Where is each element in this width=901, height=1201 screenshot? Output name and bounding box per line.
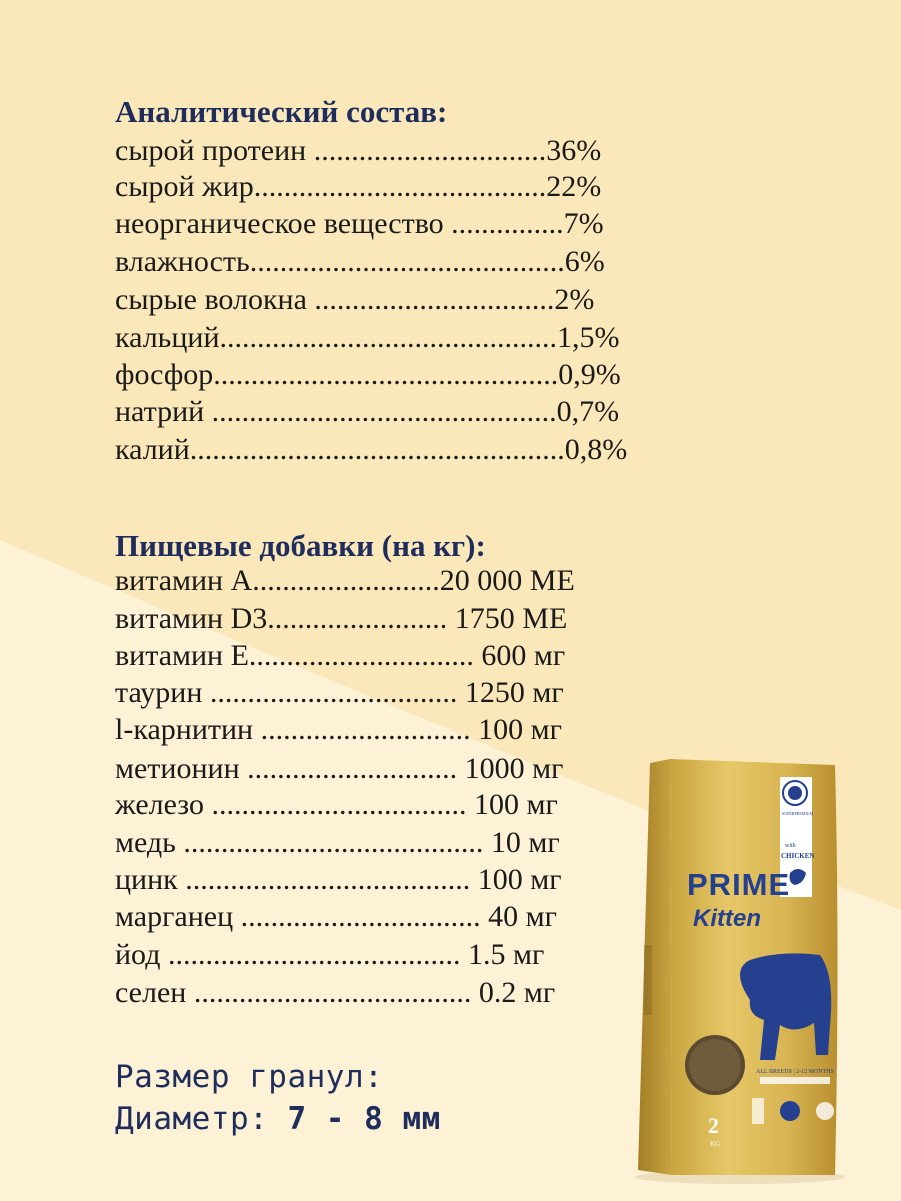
- diameter-label: Диаметр:: [115, 1101, 288, 1137]
- package-flavor: CHICKEN: [781, 852, 815, 860]
- analytical-line: неорганическое вещество ...............7%: [115, 207, 604, 240]
- package-breeds: ALL BREEDS | 2-12 MONTHS: [756, 1069, 834, 1075]
- package-product: Kitten: [693, 905, 761, 932]
- granule-diameter: [115, 1100, 441, 1138]
- diameter-value: 7 - 8 мм: [287, 1101, 441, 1137]
- package-badge: SUPERPREMIUM: [782, 811, 814, 816]
- analytical-line: сырые волокна ................................2%: [115, 283, 595, 316]
- additive-line: железо .................................. 100 мг: [115, 788, 558, 821]
- package-weight: 2: [708, 1113, 719, 1138]
- analytical-line: калий..................................................0,8%: [115, 433, 628, 466]
- package-brand: PRIME: [687, 867, 791, 902]
- package-illustration: [630, 755, 845, 1185]
- additive-line: таурин ................................. 1250 мг: [115, 676, 564, 709]
- analytical-line: фосфор..............................................0,9%: [115, 358, 621, 391]
- package-flavor-prefix: with: [785, 843, 796, 849]
- additive-line: марганец ................................ 40 мг: [115, 900, 557, 933]
- package-weight-unit: KG: [710, 1140, 721, 1148]
- analytical-heading: Аналитический состав:: [115, 94, 448, 129]
- analytical-line: сырой жир.......................................22%: [115, 170, 602, 203]
- additive-line: витамин E.............................. 600 мг: [115, 639, 566, 672]
- analytical-line: кальций.............................................1,5%: [115, 321, 620, 354]
- product-package: [630, 755, 845, 1185]
- granule-size-label: Размер гранул:: [115, 1059, 384, 1095]
- analytical-line: сырой протеин ...............................36%: [115, 134, 602, 167]
- additive-line: витамин A.........................20 000 МЕ: [115, 564, 575, 597]
- additive-line: витамин D3........................ 1750 МЕ: [115, 602, 568, 635]
- additive-line: йод ....................................... 1.5 мг: [115, 938, 545, 971]
- additive-line: цинк ...................................... 100 мг: [115, 863, 562, 896]
- analytical-line: натрий ..............................................0,7%: [115, 395, 620, 428]
- additives-heading: Пищевые добавки (на кг):: [115, 528, 486, 563]
- analytical-line: влажность..........................................6%: [115, 245, 605, 278]
- additive-line: селен ..................................... 0.2 мг: [115, 976, 556, 1009]
- additive-line: метионин ............................ 1000 мг: [115, 752, 564, 785]
- additive-line: медь ........................................ 10 мг: [115, 826, 560, 859]
- additive-line: l-карнитин ............................ 100 мг: [115, 713, 562, 746]
